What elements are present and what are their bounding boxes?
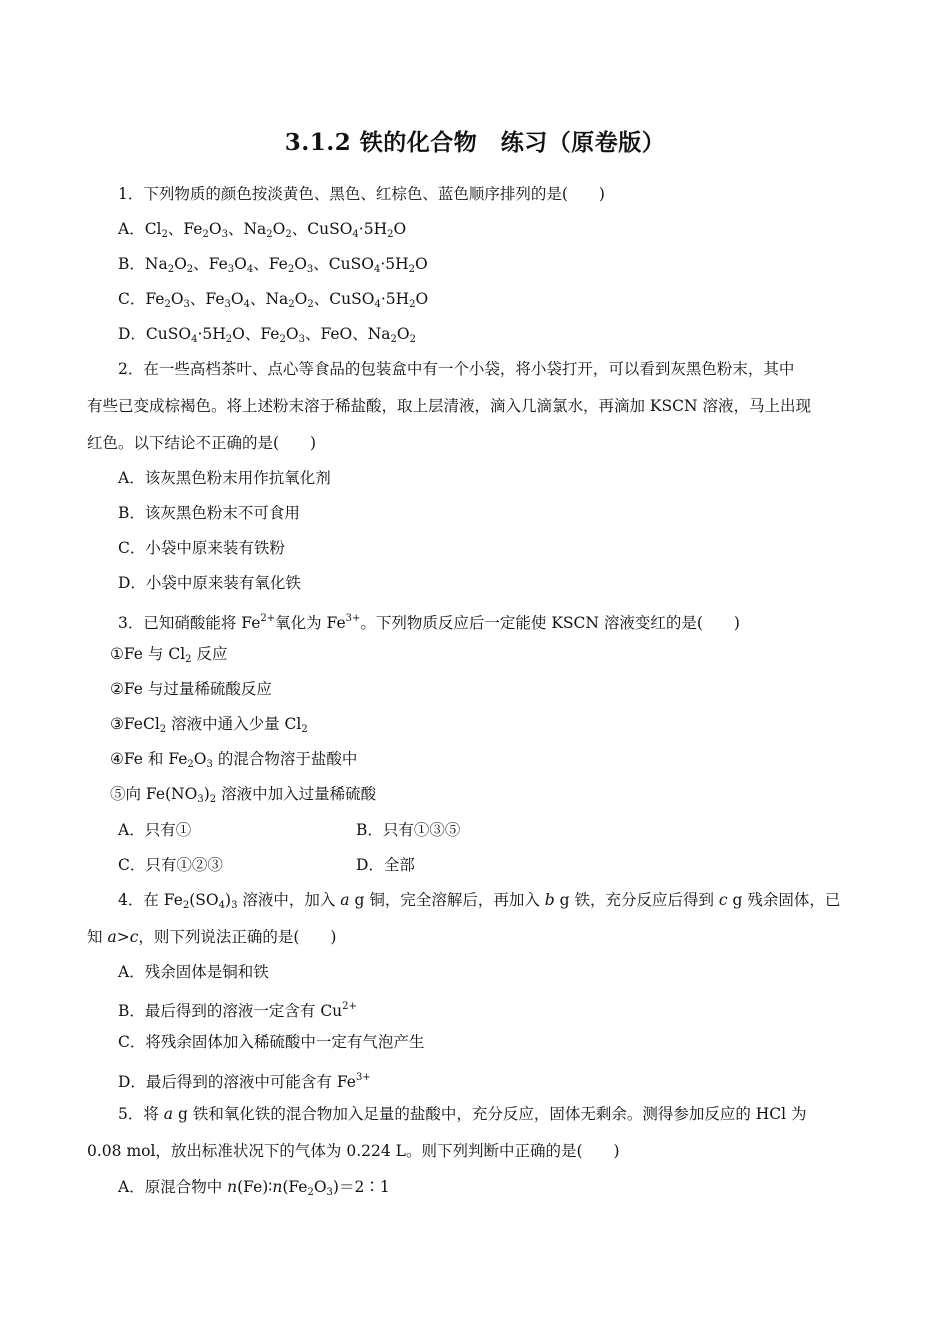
q3-item-1: ①Fe 与 $Cl_2$ 反应	[110, 645, 228, 665]
q2-option-d: D．小袋中原来装有氧化铁	[118, 574, 301, 592]
q2-stem-line2: 有些已变成棕褐色。将上述粉末溶于稀盐酸，取上层清液，滴入几滴氯水，再滴加 KSCN 溶液，马上出现	[87, 397, 811, 415]
q4-option-a: A．残余固体是铜和铁	[118, 963, 269, 981]
q2-option-c: C．小袋中原来装有铁粉	[118, 539, 285, 557]
q5-stem-line1: 5．将 a g 铁和氧化铁的混合物加入足量的盐酸中，充分反应，固体无剩余。测得参加反应的 HCl 为	[118, 1105, 807, 1123]
q2-option-a: A．该灰黑色粉末用作抗氧化剂	[118, 469, 331, 487]
q3-item-4: ④Fe 和 $Fe_2O_3$ 的混合物溶于盐酸中	[110, 750, 358, 770]
q1-option-c: C．$Fe_2O_3$、$Fe_3O_4$、$Na_2O_2$、$CuSO_4\cdot 5H_2O$	[118, 290, 429, 310]
q4-option-d: D．最后得到的溶液中可能含有 $Fe^{3+}$	[118, 1072, 371, 1091]
q1-stem: 1．下列物质的颜色按淡黄色、黑色、红棕色、蓝色顺序排列的是( )	[118, 185, 605, 203]
q3-item-2: ②Fe 与过量稀硫酸反应	[110, 680, 272, 698]
q1-option-b: B．$Na_2O_2$、$Fe_3O_4$、$Fe_2O_3$、$CuSO_4\cdot 5H_2O$	[118, 255, 428, 275]
q4-option-b: B．最后得到的溶液一定含有 $Cu^{2+}$	[118, 1001, 357, 1020]
q3-item-5: ⑤向 $Fe(NO_3)_2$ 溶液中加入过量稀硫酸	[110, 785, 377, 805]
q5-stem-line2: 0.08 mol，放出标准状况下的气体为 0.224 L。则下列判断中正确的是( )	[87, 1142, 620, 1160]
q3-stem: 3．已知硝酸能将 $Fe^{2+}$氧化为 $Fe^{3+}$。下列物质反应后一定能使 KSCN 溶液变红的是( )	[118, 613, 740, 632]
page-title: 3.1.2 铁的化合物 练习（原卷版）	[284, 129, 666, 156]
q2-option-b: B．该灰黑色粉末不可食用	[118, 504, 300, 522]
q2-stem-line1: 2．在一些高档茶叶、点心等食品的包装盒中有一个小袋，将小袋打开，可以看到灰黑色粉末，其中	[118, 360, 795, 378]
q2-stem-line3: 红色。以下结论不正确的是( )	[87, 434, 317, 452]
q3-option-a: A．只有①	[118, 821, 192, 839]
q3-option-d: D．全部	[356, 856, 415, 874]
q1-option-d: D．$CuSO_4\cdot 5H_2O$、$Fe_2O_3$、FeO、$Na_2O_2$	[118, 325, 416, 345]
q4-option-c: C．将残余固体加入稀硫酸中一定有气泡产生	[118, 1033, 425, 1051]
q3-option-b: B．只有①③⑤	[356, 821, 461, 839]
q4-stem-line2: 知 a>c，则下列说法正确的是( )	[87, 928, 337, 946]
q3-option-c: C．只有①②③	[118, 856, 223, 874]
q3-item-3: ③FeCl$_2$ 溶液中通入少量 $Cl_2$	[110, 715, 308, 735]
q1-option-a: A．$Cl_2$、$Fe_2O_3$、$Na_2O_2$、$CuSO_4\cdot 5H_2O$	[118, 220, 407, 240]
q5-option-a: A．原混合物中 $n(Fe)∶n(Fe_2O_3)=2∶1$	[118, 1178, 390, 1198]
q4-stem-line1: 4．在 $Fe_2(SO_4)_3$ 溶液中，加入 a g 铜，完全溶解后，再加入 b g 铁，充分反应后得到 c g 残余固体，已	[118, 891, 841, 911]
